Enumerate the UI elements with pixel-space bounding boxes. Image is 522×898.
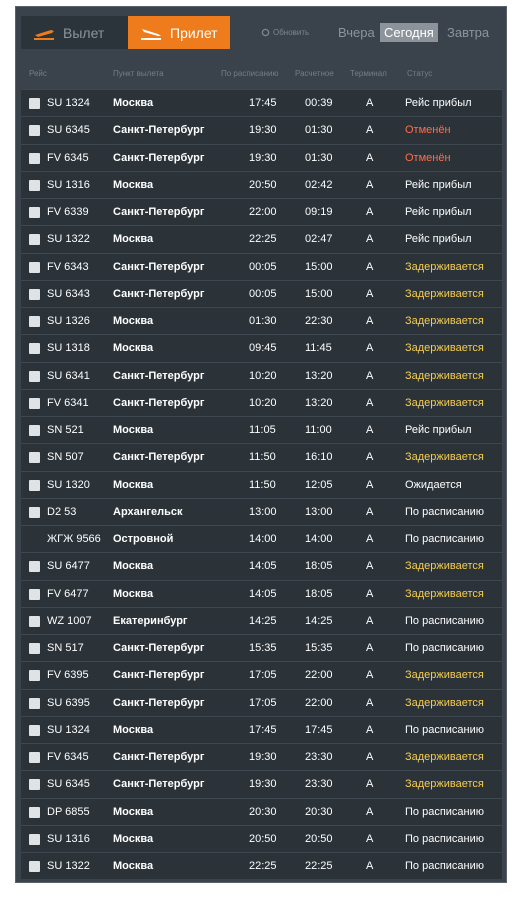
flight-status: Задерживается (405, 560, 484, 573)
table-row[interactable] (21, 89, 502, 116)
flight-status: Задерживается (405, 342, 484, 355)
estimated-time: 01:30 (305, 151, 333, 164)
airline-logo-icon (29, 425, 40, 436)
flight-number: SU 1326 (47, 315, 90, 327)
origin-city: Санкт-Петербург (113, 369, 205, 382)
flight-number: WZ 1007 (47, 614, 92, 627)
terminal: A (366, 124, 374, 137)
flight-number: SU 1320 (47, 478, 90, 491)
airline-logo-icon (29, 234, 40, 245)
airline-logo-icon (29, 698, 40, 709)
flight-status: Задерживается (405, 669, 484, 682)
estimated-time: 23:30 (305, 778, 333, 791)
scheduled-time: 19:30 (249, 778, 277, 791)
header-flight: Рейс (29, 69, 47, 78)
airline-logo-icon (29, 807, 40, 818)
estimated-time: 22:00 (305, 696, 333, 709)
origin-city: Санкт-Петербург (113, 669, 205, 682)
scheduled-time: 14:00 (249, 533, 277, 545)
airline-logo-icon (29, 125, 40, 136)
flight-status: По расписанию (405, 805, 485, 818)
origin-city: Санкт-Петербург (113, 778, 205, 791)
terminal: A (366, 723, 374, 736)
flight-status: Задерживается (405, 751, 484, 763)
origin-city: Санкт-Петербург (113, 206, 205, 218)
flight-number: FV 6345 (47, 751, 89, 763)
flight-number: SU 6343 (47, 287, 90, 300)
flight-number: SN 517 (47, 642, 84, 654)
table-row[interactable] (21, 171, 502, 198)
flight-number: DP 6855 (47, 805, 90, 818)
flight-number: FV 6477 (47, 587, 89, 600)
airline-logo-icon (29, 861, 40, 872)
terminal: A (366, 832, 374, 845)
scheduled-time: 17:45 (249, 723, 277, 736)
airline-logo-icon (29, 616, 40, 627)
scheduled-time: 19:30 (249, 751, 277, 763)
origin-city: Островной (113, 533, 174, 545)
flight-status: По расписанию (405, 614, 485, 627)
airline-logo-icon (29, 643, 40, 654)
airline-logo-icon (29, 316, 40, 327)
flight-number: SU 1316 (47, 832, 90, 845)
estimated-time: 22:30 (305, 315, 333, 327)
terminal: A (366, 97, 374, 109)
header-scheduled: По расписанию (221, 69, 279, 78)
terminal: A (366, 287, 374, 300)
flight-number: D2 53 (47, 505, 77, 518)
refresh-icon (261, 28, 270, 37)
flight-status: Задерживается (405, 369, 484, 382)
table-row[interactable] (21, 580, 502, 607)
estimated-time: 22:25 (305, 860, 333, 872)
flight-number: FV 6341 (47, 396, 89, 409)
table-row[interactable] (21, 225, 502, 252)
origin-city: Москва (113, 587, 154, 600)
scheduled-time: 14:05 (249, 587, 277, 600)
flight-number: SU 1318 (47, 342, 90, 355)
terminal: A (366, 369, 374, 382)
airline-logo-icon (29, 589, 40, 600)
flight-status: Рейс прибыл (405, 233, 472, 246)
origin-city: Москва (113, 478, 154, 491)
table-row[interactable] (21, 716, 502, 743)
estimated-time: 20:30 (305, 805, 333, 818)
origin-city: Санкт-Петербург (113, 751, 205, 763)
table-row[interactable] (21, 634, 502, 661)
flight-status: По расписанию (405, 533, 485, 545)
plane-takeoff-icon (33, 26, 55, 40)
origin-city: Санкт-Петербург (113, 451, 205, 464)
tab-departures-label: Вылет (63, 24, 105, 41)
flight-number: SU 1322 (47, 860, 90, 872)
terminal: A (366, 860, 374, 872)
flight-status: По расписанию (405, 860, 485, 872)
table-row[interactable] (21, 607, 502, 634)
flight-status: Задерживается (405, 287, 484, 300)
tab-departures[interactable] (21, 16, 128, 49)
scheduled-time: 11:50 (249, 451, 276, 464)
scheduled-time: 14:05 (249, 560, 277, 573)
table-row[interactable] (21, 689, 502, 716)
flight-status: Задерживается (405, 396, 484, 409)
scheduled-time: 10:20 (249, 396, 277, 409)
flight-status: Задерживается (405, 315, 484, 327)
scheduled-time: 13:00 (249, 505, 277, 518)
flight-number: SU 6345 (47, 778, 90, 791)
flight-status: Отменён (405, 151, 451, 164)
terminal: A (366, 587, 374, 600)
table-row[interactable] (21, 661, 502, 688)
scheduled-time: 14:25 (249, 614, 277, 627)
terminal: A (366, 396, 374, 409)
scheduled-time: 22:25 (249, 233, 277, 246)
terminal: A (366, 533, 374, 545)
flight-number: SU 1316 (47, 178, 90, 191)
scheduled-time: 11:50 (249, 478, 276, 491)
terminal: A (366, 669, 374, 682)
flight-status: Задерживается (405, 587, 484, 600)
origin-city: Екатеринбург (113, 614, 188, 627)
scheduled-time: 19:30 (249, 151, 277, 164)
estimated-time: 15:00 (305, 260, 333, 273)
estimated-time: 11:00 (305, 424, 332, 436)
estimated-time: 15:00 (305, 287, 333, 300)
flight-status: Рейс прибыл (405, 206, 472, 218)
flight-status: По расписанию (405, 723, 485, 736)
airline-logo-icon (29, 561, 40, 572)
table-row[interactable] (21, 852, 502, 879)
header-terminal: Терминал (350, 69, 387, 78)
airline-logo-icon (29, 507, 40, 518)
terminal: A (366, 206, 374, 218)
terminal: A (366, 642, 374, 654)
terminal: A (366, 505, 374, 518)
airline-logo-icon (29, 262, 40, 273)
table-row[interactable] (21, 253, 502, 280)
estimated-time: 02:42 (305, 178, 333, 191)
airline-logo-icon (29, 670, 40, 681)
scheduled-time: 15:35 (249, 642, 277, 654)
scheduled-time: 10:20 (249, 369, 277, 382)
origin-city: Архангельск (113, 505, 183, 518)
estimated-time: 00:39 (305, 97, 333, 109)
estimated-time: 02:47 (305, 233, 333, 246)
terminal: A (366, 178, 374, 191)
table-row[interactable] (21, 498, 502, 525)
table-row[interactable] (21, 198, 502, 225)
estimated-time: 23:30 (305, 751, 333, 763)
flight-list (21, 89, 502, 879)
estimated-time: 01:30 (305, 124, 333, 137)
flight-number: FV 6395 (47, 669, 89, 682)
terminal: A (366, 151, 374, 164)
flight-status: Рейс прибыл (405, 97, 472, 109)
scheduled-time: 01:30 (249, 315, 277, 327)
terminal: A (366, 315, 374, 327)
scheduled-time: 20:30 (249, 805, 277, 818)
table-row[interactable] (21, 144, 502, 171)
flight-number: SU 1322 (47, 233, 90, 246)
flight-status: Рейс прибыл (405, 178, 472, 191)
scheduled-time: 00:05 (249, 287, 277, 300)
flight-number: SU 1324 (47, 97, 90, 109)
flight-status: Рейс прибыл (405, 424, 472, 436)
flight-status: По расписанию (405, 505, 485, 518)
terminal: A (366, 751, 374, 763)
table-row[interactable] (21, 416, 502, 443)
estimated-time: 17:45 (305, 723, 333, 736)
origin-city: Москва (113, 723, 154, 736)
airline-logo-icon (29, 180, 40, 191)
table-row[interactable] (21, 443, 502, 470)
airline-logo-icon (29, 289, 40, 300)
airline-logo-icon (29, 834, 40, 845)
terminal: A (366, 260, 374, 273)
origin-city: Москва (113, 424, 154, 436)
table-row[interactable] (21, 307, 502, 334)
estimated-time: 14:25 (305, 614, 333, 627)
table-row[interactable] (21, 362, 502, 389)
estimated-time: 11:45 (305, 342, 332, 355)
terminal: A (366, 560, 374, 573)
airline-logo-icon (29, 207, 40, 218)
flight-number: SN 507 (47, 451, 84, 464)
header-estimated: Расчетное (295, 69, 334, 78)
refresh-button[interactable] (261, 28, 309, 37)
flight-number: SU 6477 (47, 560, 90, 573)
origin-city: Москва (113, 233, 154, 246)
terminal: A (366, 614, 374, 627)
flight-number: FV 6343 (47, 260, 89, 273)
origin-city: Москва (113, 805, 154, 818)
scheduled-time: 17:45 (249, 97, 277, 109)
estimated-time: 20:50 (305, 832, 333, 845)
terminal: A (366, 478, 374, 491)
terminal: A (366, 451, 374, 464)
airline-logo-icon (29, 98, 40, 109)
flight-status: По расписанию (405, 642, 485, 654)
airline-logo-icon (29, 752, 40, 763)
scheduled-time: 19:30 (249, 124, 277, 137)
empty-logo-slot (29, 534, 40, 545)
origin-city: Москва (113, 315, 154, 327)
plane-landing-icon (140, 26, 162, 40)
day-tomorrow[interactable]: Завтра (447, 25, 490, 40)
flight-number: SU 1324 (47, 723, 90, 736)
scheduled-time: 17:05 (249, 669, 277, 682)
flight-status: Задерживается (405, 696, 484, 709)
terminal: A (366, 805, 374, 818)
flight-number: SU 6345 (47, 124, 90, 137)
estimated-time: 13:20 (305, 369, 333, 382)
airline-logo-icon (29, 153, 40, 164)
table-row[interactable] (21, 389, 502, 416)
header-status: Статус (407, 69, 433, 78)
flight-number: FV 6339 (47, 206, 89, 218)
estimated-time: 16:10 (305, 451, 333, 464)
flight-number: FV 6345 (47, 151, 89, 164)
scheduled-time: 20:50 (249, 178, 277, 191)
origin-city: Санкт-Петербург (113, 124, 205, 137)
origin-city: Санкт-Петербург (113, 642, 205, 654)
scheduled-time: 11:05 (249, 424, 276, 436)
airline-logo-icon (29, 343, 40, 354)
scheduled-time: 00:05 (249, 260, 277, 273)
flight-status: Ожидается (405, 478, 462, 491)
origin-city: Москва (113, 97, 154, 109)
tab-arrivals[interactable] (128, 16, 230, 49)
origin-city: Москва (113, 560, 154, 573)
table-row[interactable] (21, 280, 502, 307)
estimated-time: 13:20 (305, 396, 333, 409)
airline-logo-icon (29, 371, 40, 382)
table-row[interactable] (21, 825, 502, 852)
airline-logo-icon (29, 480, 40, 491)
table-row[interactable] (21, 525, 502, 552)
estimated-time: 13:00 (305, 505, 333, 518)
header-origin: Пункт вылета (113, 69, 164, 78)
flight-status: Задерживается (405, 451, 484, 464)
estimated-time: 14:00 (305, 533, 333, 545)
flight-status: Отменён (405, 124, 451, 137)
estimated-time: 18:05 (305, 560, 333, 573)
flight-number: SU 6341 (47, 369, 90, 382)
day-today[interactable]: Сегодня (380, 23, 438, 42)
refresh-label: Обновить (273, 28, 310, 37)
scheduled-time: 20:50 (249, 832, 277, 845)
estimated-time: 12:05 (305, 478, 333, 491)
scheduled-time: 17:05 (249, 696, 277, 709)
estimated-time: 18:05 (305, 587, 333, 600)
day-yesterday[interactable]: Вчера (338, 25, 375, 40)
flight-status: Задерживается (405, 778, 484, 791)
origin-city: Санкт-Петербург (113, 260, 205, 273)
airline-logo-icon (29, 725, 40, 736)
scheduled-time: 22:00 (249, 206, 277, 218)
scheduled-time: 22:25 (249, 860, 277, 872)
airline-logo-icon (29, 398, 40, 409)
scheduled-time: 09:45 (249, 342, 277, 355)
origin-city: Москва (113, 832, 154, 845)
table-header (16, 69, 506, 83)
origin-city: Санкт-Петербург (113, 151, 205, 164)
table-row[interactable] (21, 552, 502, 579)
table-row[interactable] (21, 471, 502, 498)
airline-logo-icon (29, 779, 40, 790)
flight-number: SU 6395 (47, 696, 90, 709)
origin-city: Санкт-Петербург (113, 396, 205, 409)
estimated-time: 22:00 (305, 669, 333, 682)
terminal: A (366, 342, 374, 355)
origin-city: Санкт-Петербург (113, 287, 205, 300)
terminal: A (366, 696, 374, 709)
flight-number: ЖГЖ 9566 (47, 533, 101, 545)
origin-city: Москва (113, 860, 154, 872)
flight-status: Задерживается (405, 260, 484, 273)
table-row[interactable] (21, 116, 502, 143)
terminal: A (366, 424, 374, 436)
terminal: A (366, 778, 374, 791)
origin-city: Москва (113, 178, 154, 191)
arrivals-board (15, 6, 507, 883)
terminal: A (366, 233, 374, 246)
flight-number: SN 521 (47, 424, 84, 436)
table-row[interactable] (21, 770, 502, 797)
flight-status: По расписанию (405, 832, 485, 845)
estimated-time: 15:35 (305, 642, 333, 654)
airline-logo-icon (29, 452, 40, 463)
table-row[interactable] (21, 798, 502, 825)
estimated-time: 09:19 (305, 206, 333, 218)
tab-arrivals-label: Прилет (170, 24, 218, 41)
origin-city: Санкт-Петербург (113, 696, 205, 709)
table-row[interactable] (21, 743, 502, 770)
origin-city: Москва (113, 342, 154, 355)
table-row[interactable] (21, 334, 502, 361)
